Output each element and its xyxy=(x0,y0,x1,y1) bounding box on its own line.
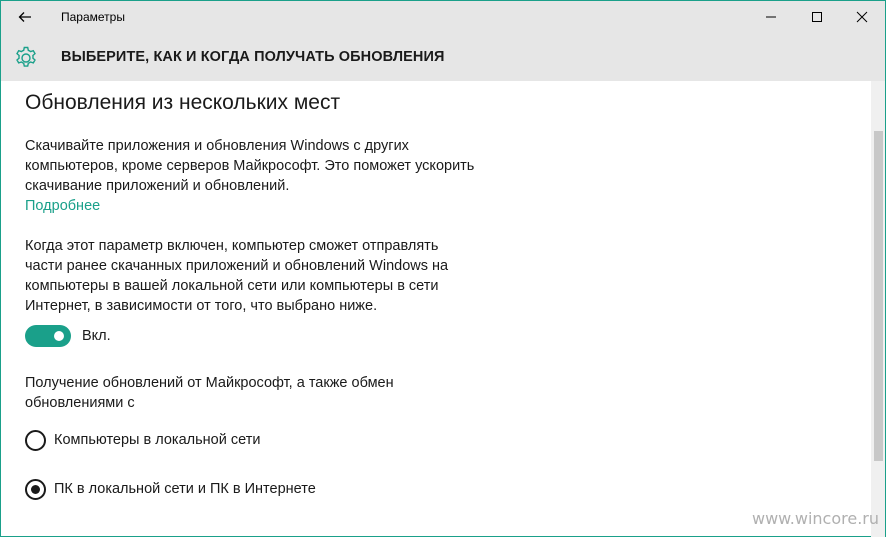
radio-local-network-label[interactable]: Компьютеры в локальной сети xyxy=(54,432,261,448)
scrollbar-thumb[interactable] xyxy=(874,131,883,461)
back-arrow-icon xyxy=(17,9,33,25)
radio-local-network[interactable] xyxy=(25,430,46,451)
minimize-icon xyxy=(765,11,777,23)
window-title: Параметры xyxy=(61,10,125,24)
maximize-icon xyxy=(811,11,823,23)
watermark-text: www.wincore.ru xyxy=(752,509,880,528)
description-text: Скачивайте приложения и обновления Windows с других компьютеров, кроме серверов Майкрософт. Это поможет ускорить скачивание приложений и обновлений. xyxy=(25,138,475,194)
close-icon xyxy=(856,11,868,23)
settings-content xyxy=(1,81,871,537)
learn-more-link[interactable]: Подробнее xyxy=(25,198,101,214)
toggle-knob xyxy=(54,331,64,341)
back-button[interactable] xyxy=(1,1,49,33)
radio-group-label: Получение обновлений от Майкрософт, а также обмен обновлениями с xyxy=(25,375,394,411)
title-bar xyxy=(1,1,885,33)
radio-local-and-internet-label[interactable]: ПК в локальной сети и ПК в Интернете xyxy=(54,481,316,497)
radio-local-and-internet[interactable] xyxy=(25,479,46,500)
page-header xyxy=(1,33,885,81)
gear-icon xyxy=(13,45,39,71)
toggle-state-label: Вкл. xyxy=(82,328,111,344)
section-title: Обновления из нескольких мест xyxy=(25,91,341,114)
maximize-button[interactable] xyxy=(794,1,840,33)
delivery-optimization-toggle[interactable] xyxy=(25,325,71,347)
radio-selected-dot xyxy=(31,485,40,494)
vertical-scrollbar[interactable] xyxy=(871,81,885,537)
page-title: ВЫБЕРИТЕ, КАК И КОГДА ПОЛУЧАТЬ ОБНОВЛЕНИЯ xyxy=(61,49,445,65)
minimize-button[interactable] xyxy=(748,1,794,33)
close-button[interactable] xyxy=(839,1,885,33)
setting-description-text: Когда этот параметр включен, компьютер сможет отправлять части ранее скачанных приложений и обновлений Windows на компьютеры в вашей локальной сети или компьютеры в сети Интернет, в зависимости от того, что выбрано ниже. xyxy=(25,238,449,314)
